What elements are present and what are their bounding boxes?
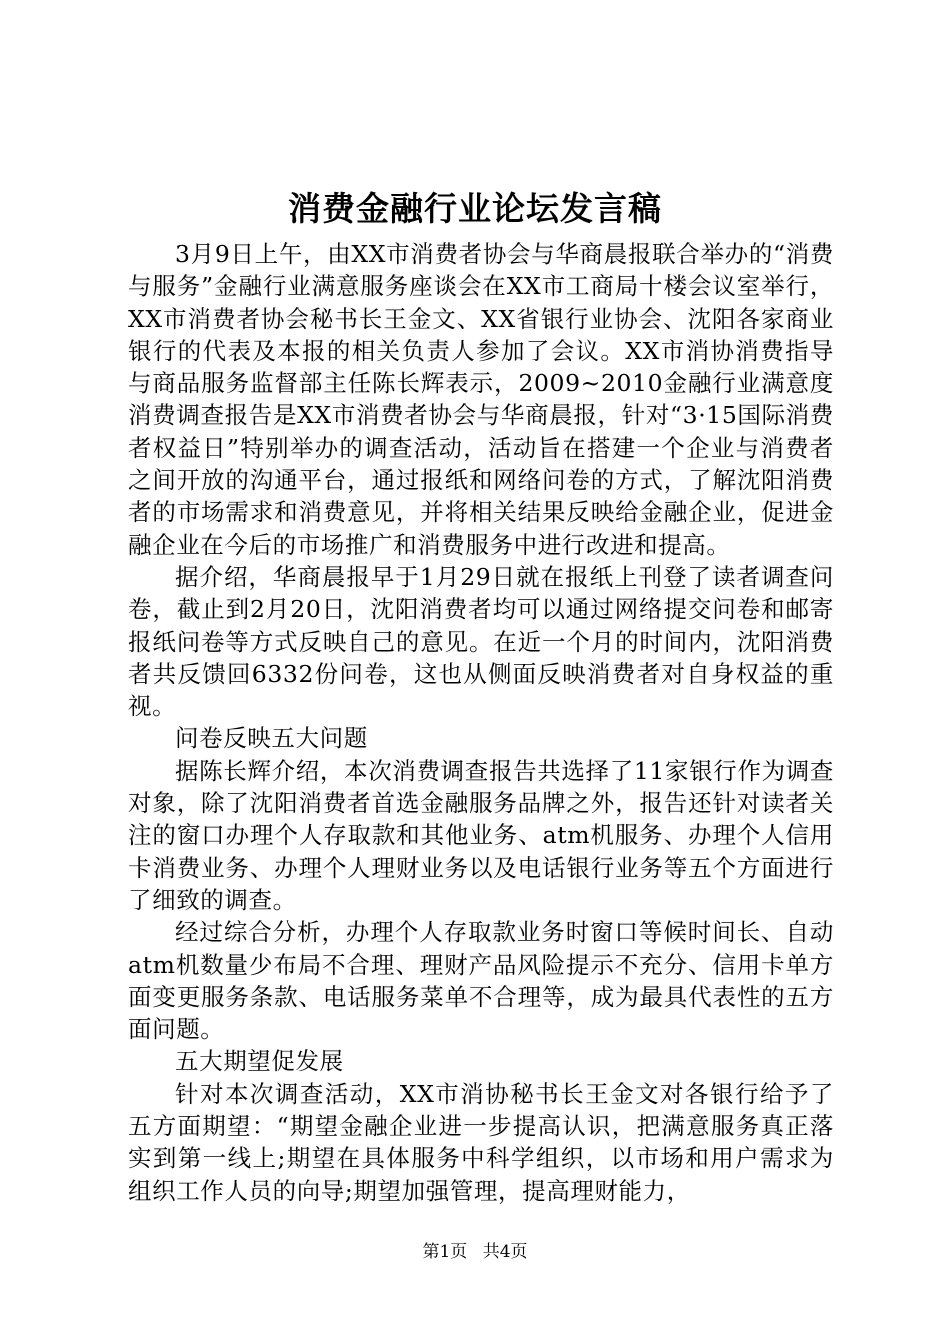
- page-footer: [0, 1240, 950, 1264]
- paragraph: 据陈长辉介绍，本次消费调查报告共选择了11家银行作为调查对象，除了沈阳消费者首选金融服务品牌之外，报告还针对读者关注的窗口办理个人存取款和其他业务、atm机服务、办理个人信用卡消费业务、办理个人理财业务以及电话银行业务等五个方面进行了细致的调查。: [128, 756, 834, 914]
- paragraph: 针对本次调查活动，XX市消协秘书长王金文对各银行给予了五方面期望：“期望金融企业进一步提高认识，把满意服务真正落实到第一线上;期望在具体服务中科学组织，以市场和用户需求为组织工作人员的向导;期望加强管理，提高理财能力，: [128, 1079, 834, 1205]
- page-number: 第1页: [422, 1242, 468, 1262]
- paragraph: 据介绍，华商晨报早于1月29日就在报纸上刊登了读者调查问卷，截止到2月20日，沈阳消费者均可以通过网络提交问卷和邮寄报纸问卷等方式反映自己的意见。在近一个月的时间内，沈阳消费者共反馈回6332份问卷，这也从侧面反映消费者对自身权益的重视。: [128, 562, 834, 721]
- page-total: 共4页: [482, 1242, 528, 1262]
- paragraph: 3月9日上午，由XX市消费者协会与华商晨报联合举办的“消费与服务”金融行业满意服务座谈会在XX市工商局十楼会议室举行，XX市消费者协会秘书长王金文、XX省银行业协会、沈阳各家商业银行的代表及本报的相关负责人参加了会议。XX市消协消费指导与商品服务监督部主任陈长辉表示，2009~2010金融行业满意度消费调查报告是XX市消费者协会与华商晨报，针对“3·15国际消费者权益日”特别举办的调查活动，活动旨在搭建一个企业与消费者之间开放的沟通平台，通过报纸和网络问卷的方式，了解沈阳消费者的市场需求和消费意见，并将相关结果反映给金融企业，促进金融企业在今后的市场推广和消费服务中进行改进和提高。: [128, 240, 834, 559]
- section-heading: 五大期望促发展: [175, 1047, 344, 1076]
- section-heading: 问卷反映五大问题: [175, 724, 368, 753]
- document-title: 消费金融行业论坛发言稿: [288, 189, 662, 228]
- document-body: [128, 238, 834, 1207]
- paragraph: 经过综合分析，办理个人存取款业务时窗口等候时间长、自动atm机数量少布局不合理、理财产品风险提示不充分、信用卡单方面变更服务条款、电话服务菜单不合理等，成为最具代表性的五方面问题。: [128, 918, 834, 1044]
